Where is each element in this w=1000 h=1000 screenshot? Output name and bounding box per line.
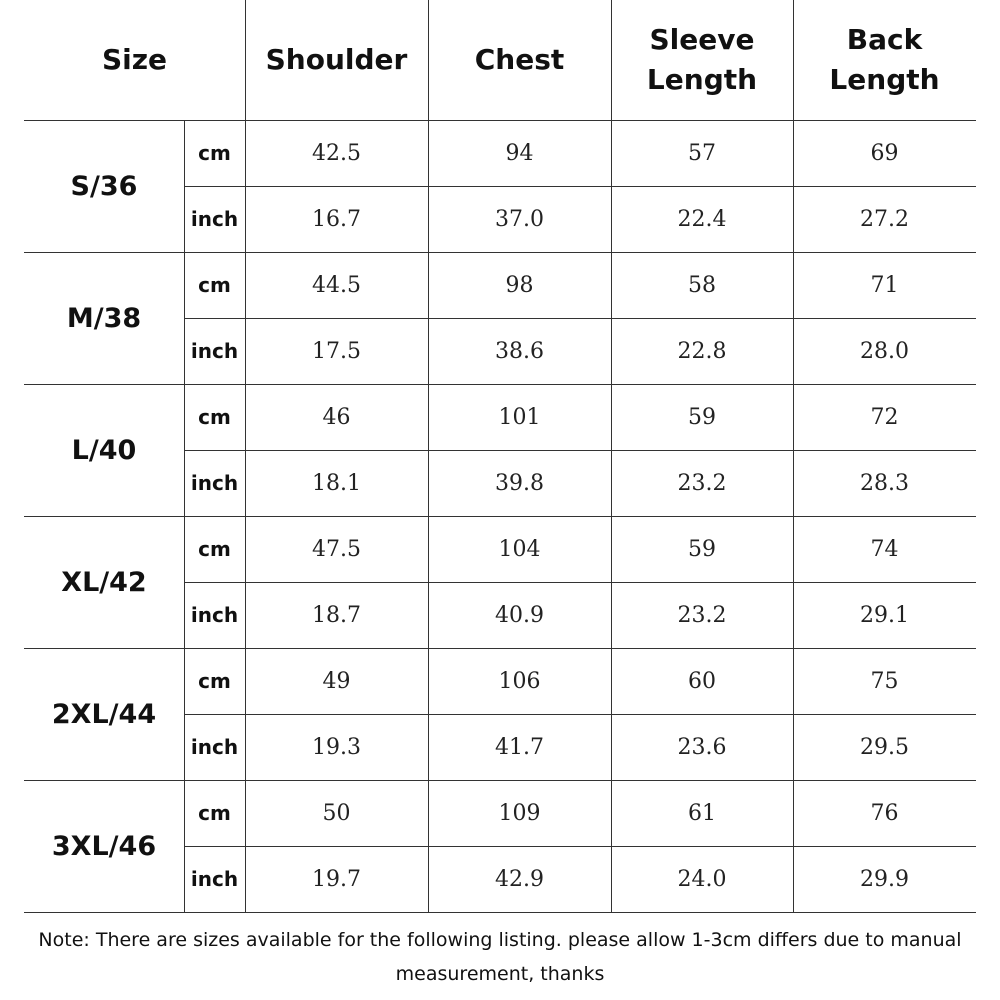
back-length-cm-value: 74 [870, 536, 899, 562]
grid-line-horizontal [184, 582, 976, 583]
back-length-inch-value: 29.5 [860, 734, 909, 760]
sleeve-length-inch-value: 23.6 [677, 734, 727, 760]
unit-label-inch: inch [190, 339, 239, 363]
chest-inch-value: 38.6 [495, 338, 544, 364]
sleeve-length-inch-value: 23.2 [677, 470, 727, 496]
shoulder-cm-value: 42.5 [312, 140, 361, 166]
header-chest-label: Chest [474, 43, 565, 76]
chest-inch-value: 40.9 [495, 602, 544, 628]
unit-label-cm: cm [198, 141, 231, 165]
header-back-line2: Length [829, 63, 940, 96]
size-label-text: XL/42 [61, 566, 147, 598]
sleeve-length-inch-value: 22.8 [677, 338, 727, 364]
sleeve-length-cm-value: 61 [688, 800, 716, 826]
back-length-cm-value: 75 [870, 668, 899, 694]
back-length-inch-value: 28.3 [860, 470, 909, 496]
size-label-text: 2XL/44 [51, 698, 157, 730]
grid-line-horizontal [24, 120, 976, 121]
back-length-cm-value: 71 [870, 272, 899, 298]
grid-line-horizontal [184, 846, 976, 847]
shoulder-inch-value: 19.7 [312, 866, 361, 892]
size-label [24, 120, 184, 252]
unit-label-cm: cm [198, 273, 231, 297]
unit-label-inch: inch [190, 471, 239, 495]
header-sleeve-length [611, 0, 793, 120]
sleeve-length-cm-value: 57 [688, 140, 716, 166]
shoulder-cm-value: 49 [322, 668, 351, 694]
shoulder-inch-value: 17.5 [312, 338, 361, 364]
grid-line-vertical [793, 0, 794, 912]
shoulder-inch-value: 19.3 [312, 734, 361, 760]
size-label-text: S/36 [70, 170, 138, 202]
grid-line-horizontal [184, 186, 976, 187]
grid-line-vertical [184, 120, 185, 912]
header-back-length [793, 0, 976, 120]
sleeve-length-cm-value: 59 [688, 536, 716, 562]
header-back-line1: Back [846, 23, 923, 56]
unit-label-inch: inch [190, 207, 239, 231]
grid-line-vertical [428, 0, 429, 912]
size-label [24, 648, 184, 780]
grid-line-horizontal [24, 912, 976, 913]
header-shoulder [245, 0, 428, 120]
chest-cm-value: 104 [498, 536, 541, 562]
back-length-cm-value: 72 [870, 404, 899, 430]
grid-line-vertical [245, 0, 246, 912]
chest-cm-value: 101 [498, 404, 541, 430]
grid-line-vertical [611, 0, 612, 912]
back-length-inch-value: 29.1 [860, 602, 909, 628]
header-size-label: Size [101, 43, 168, 76]
grid-line-horizontal [184, 450, 976, 451]
sleeve-length-cm-value: 60 [688, 668, 716, 694]
shoulder-inch-value: 16.7 [312, 206, 361, 232]
grid-line-horizontal [24, 384, 976, 385]
chest-inch-value: 41.7 [495, 734, 544, 760]
chest-cm-value: 94 [505, 140, 534, 166]
sleeve-length-inch-value: 23.2 [677, 602, 727, 628]
size-label [24, 780, 184, 912]
size-label [24, 516, 184, 648]
header-sleeve-line1: Sleeve [649, 23, 755, 56]
chest-inch-value: 39.8 [495, 470, 544, 496]
grid-line-horizontal [24, 252, 976, 253]
chest-cm-value: 106 [498, 668, 541, 694]
size-label [24, 252, 184, 384]
grid-line-horizontal [24, 780, 976, 781]
shoulder-cm-value: 46 [322, 404, 351, 430]
size-label-text: L/40 [71, 434, 137, 466]
grid-line-horizontal [184, 714, 976, 715]
size-chart-table [24, 0, 976, 910]
shoulder-inch-value: 18.7 [312, 602, 361, 628]
unit-label-inch: inch [190, 735, 239, 759]
sleeve-length-cm-value: 59 [688, 404, 716, 430]
grid-line-horizontal [24, 648, 976, 649]
back-length-inch-value: 29.9 [860, 866, 909, 892]
unit-label-inch: inch [190, 603, 239, 627]
header-sleeve-line2: Length [646, 63, 758, 96]
measurement-note: Note: There are sizes available for the following listing. please allow 1-3cm differs due to manual measurement, thanks [38, 929, 962, 985]
unit-label-cm: cm [198, 669, 231, 693]
shoulder-cm-value: 44.5 [312, 272, 361, 298]
back-length-cm-value: 69 [870, 140, 899, 166]
chest-cm-value: 98 [505, 272, 534, 298]
shoulder-inch-value: 18.1 [312, 470, 361, 496]
size-label [24, 384, 184, 516]
chest-cm-value: 109 [498, 800, 541, 826]
size-label-text: M/38 [66, 302, 142, 334]
sleeve-length-inch-value: 24.0 [677, 866, 727, 892]
sleeve-length-cm-value: 58 [688, 272, 716, 298]
shoulder-cm-value: 50 [322, 800, 351, 826]
chest-inch-value: 37.0 [495, 206, 544, 232]
sleeve-length-inch-value: 22.4 [677, 206, 727, 232]
shoulder-cm-value: 47.5 [312, 536, 361, 562]
unit-label-cm: cm [198, 405, 231, 429]
grid-line-horizontal [184, 318, 976, 319]
chest-inch-value: 42.9 [495, 866, 544, 892]
size-label-text: 3XL/46 [51, 830, 157, 862]
header-shoulder-label: Shoulder [265, 43, 408, 76]
back-length-inch-value: 28.0 [860, 338, 909, 364]
back-length-inch-value: 27.2 [860, 206, 909, 232]
unit-label-cm: cm [198, 801, 231, 825]
unit-label-inch: inch [190, 867, 239, 891]
header-size [24, 0, 245, 120]
header-chest [428, 0, 611, 120]
back-length-cm-value: 76 [870, 800, 899, 826]
unit-label-cm: cm [198, 537, 231, 561]
grid-line-horizontal [24, 516, 976, 517]
